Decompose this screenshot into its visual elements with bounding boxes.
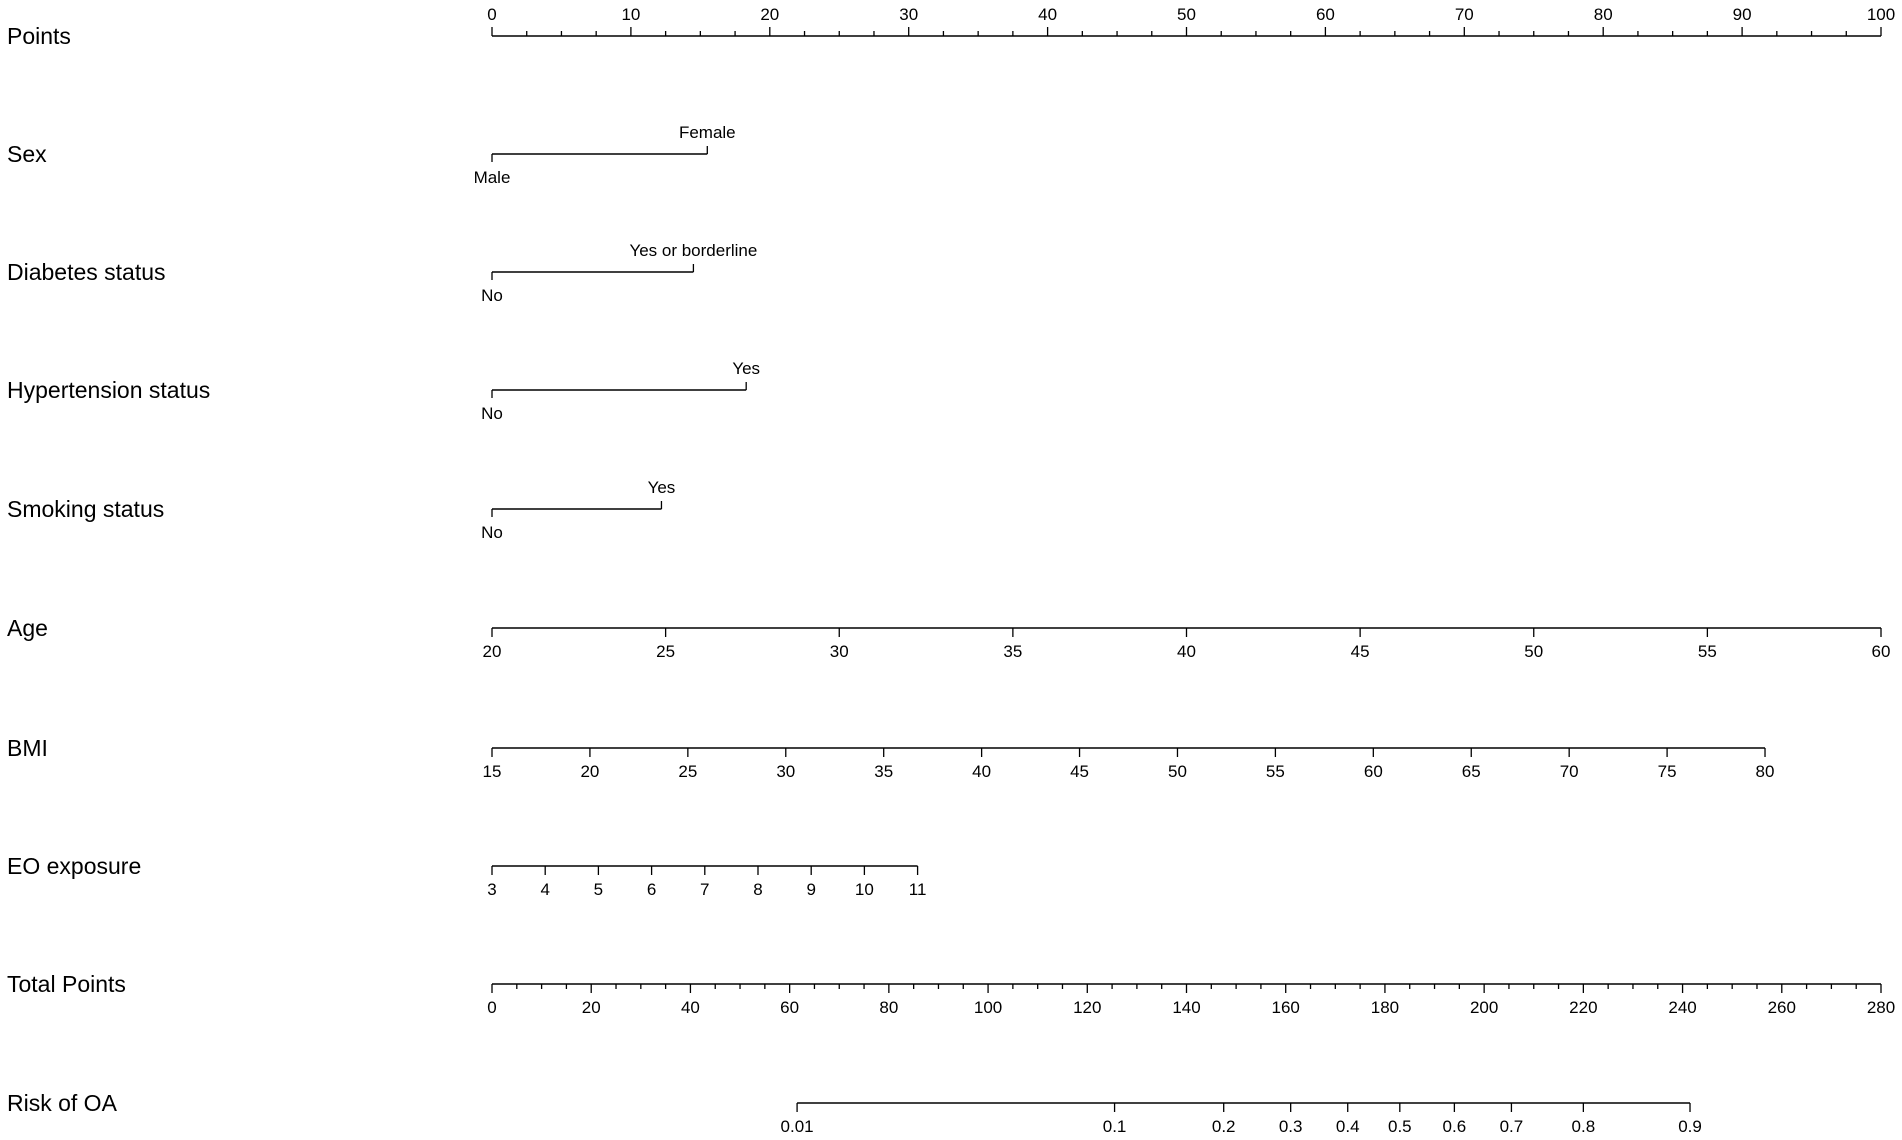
tick-label: 50	[1177, 5, 1196, 24]
tick-label: 40	[1177, 642, 1196, 661]
row-total-points	[7, 971, 1895, 1017]
tick-label: 0.2	[1211, 1117, 1236, 1136]
tick-label: 8	[753, 880, 763, 899]
row-risk-of-oa	[7, 1090, 1702, 1136]
tick-label: 70	[1559, 762, 1579, 781]
tick-label: 0.8	[1571, 1117, 1596, 1136]
tick-label: 120	[1073, 998, 1102, 1017]
tick-label: 80	[1593, 5, 1613, 24]
tick-label: 35	[1003, 642, 1023, 661]
tick-label: 50	[1168, 762, 1187, 781]
tick-label: 260	[1767, 998, 1796, 1017]
row-smoking-status	[7, 478, 675, 542]
tick-label: 10	[854, 880, 874, 899]
row-label: EO exposure	[7, 853, 142, 879]
tick-label: 25	[678, 762, 698, 781]
level-label: Yes	[647, 478, 676, 497]
row-bmi	[7, 735, 1774, 781]
level-label: No	[481, 523, 503, 542]
row-age	[7, 615, 1890, 661]
tick-label: 4	[540, 880, 550, 899]
tick-label: 40	[680, 998, 700, 1017]
tick-label: 0	[487, 5, 497, 24]
tick-label: 3	[487, 880, 497, 899]
tick-label: 35	[874, 762, 894, 781]
row-sex	[7, 123, 736, 187]
tick-label: 140	[1172, 998, 1201, 1017]
tick-label: 30	[829, 642, 849, 661]
tick-label: 0.4	[1335, 1117, 1360, 1136]
row-label: Risk of OA	[7, 1090, 117, 1116]
tick-label: 60	[1871, 642, 1891, 661]
tick-label: 30	[899, 5, 919, 24]
level-label: No	[481, 404, 503, 423]
tick-label: 0	[487, 998, 497, 1017]
tick-label: 45	[1350, 642, 1370, 661]
row-label: Sex	[7, 141, 47, 167]
row-label: Hypertension status	[7, 377, 211, 403]
nomogram-rows	[7, 5, 1895, 1136]
row-label: Points	[7, 23, 71, 49]
tick-label: 280	[1866, 998, 1896, 1017]
tick-label: 5	[593, 880, 604, 899]
tick-label: 6	[646, 880, 657, 899]
tick-label: 80	[879, 998, 899, 1017]
tick-label: 55	[1697, 642, 1717, 661]
row-eo-exposure	[7, 853, 926, 899]
tick-label: 0.5	[1387, 1117, 1412, 1136]
tick-label: 240	[1668, 998, 1697, 1017]
tick-label: 75	[1657, 762, 1677, 781]
tick-label: 80	[1755, 762, 1775, 781]
row-label: Age	[7, 615, 48, 641]
tick-label: 90	[1732, 5, 1752, 24]
tick-label: 7	[700, 880, 710, 899]
level-label: Female	[678, 123, 736, 142]
tick-label: 20	[760, 5, 780, 24]
tick-label: 60	[1363, 762, 1383, 781]
tick-label: 220	[1569, 998, 1598, 1017]
tick-label: 65	[1461, 762, 1481, 781]
tick-label: 9	[806, 880, 816, 899]
tick-label: 0.9	[1678, 1117, 1702, 1136]
level-label: Male	[473, 168, 511, 187]
row-label: Total Points	[7, 971, 126, 997]
tick-label: 40	[1038, 5, 1058, 24]
tick-label: 25	[656, 642, 676, 661]
tick-label: 0.7	[1499, 1117, 1524, 1136]
tick-label: 180	[1370, 998, 1400, 1017]
tick-label: 55	[1265, 762, 1285, 781]
tick-label: 15	[482, 762, 502, 781]
tick-label: 45	[1070, 762, 1090, 781]
tick-label: 100	[1866, 5, 1896, 24]
level-label: Yes	[732, 359, 761, 378]
row-label: BMI	[7, 735, 48, 761]
tick-label: 160	[1271, 998, 1300, 1017]
tick-label: 20	[482, 642, 502, 661]
row-hypertension-status	[7, 359, 760, 423]
tick-label: 11	[908, 880, 927, 899]
tick-label: 60	[1315, 5, 1335, 24]
tick-label: 200	[1469, 998, 1499, 1017]
row-label: Diabetes status	[7, 259, 166, 285]
tick-label: 20	[580, 762, 600, 781]
level-label: No	[481, 286, 503, 305]
tick-label: 100	[973, 998, 1003, 1017]
tick-label: 20	[581, 998, 601, 1017]
level-label: Yes or borderline	[629, 241, 758, 260]
tick-label: 0.6	[1442, 1117, 1467, 1136]
row-points	[7, 5, 1895, 49]
row-diabetes-status	[7, 241, 757, 305]
row-label: Smoking status	[7, 496, 165, 522]
tick-label: 30	[776, 762, 796, 781]
tick-label: 0.3	[1278, 1117, 1303, 1136]
tick-label: 0.1	[1102, 1117, 1127, 1136]
tick-label: 0.01	[780, 1117, 814, 1136]
tick-label: 10	[621, 5, 641, 24]
tick-label: 40	[972, 762, 992, 781]
tick-label: 70	[1454, 5, 1474, 24]
tick-label: 50	[1524, 642, 1544, 661]
tick-label: 60	[780, 998, 800, 1017]
